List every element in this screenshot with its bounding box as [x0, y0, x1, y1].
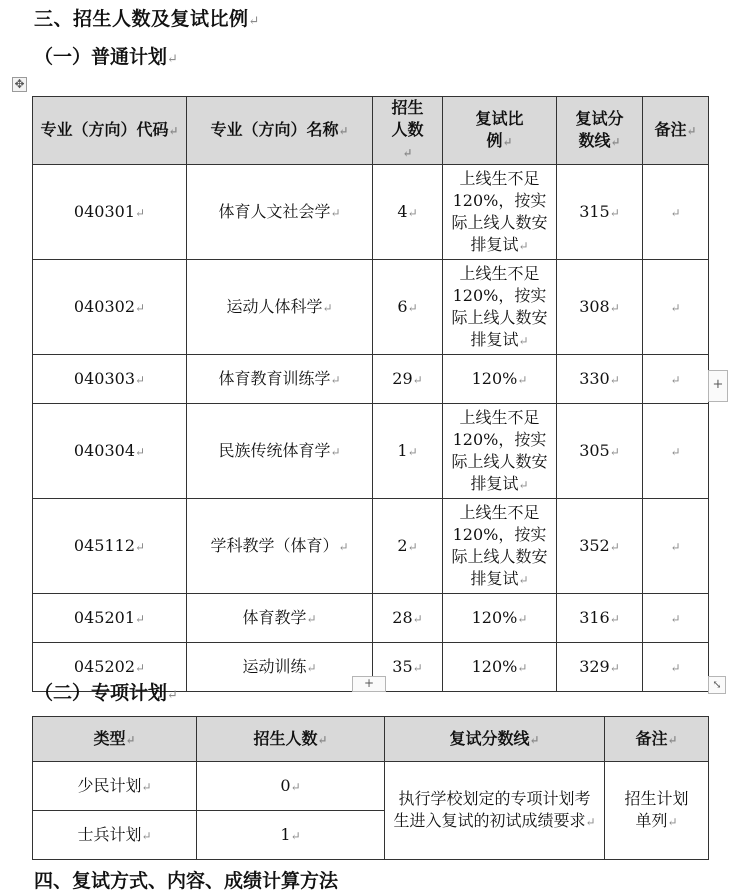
table-header-row	[33, 717, 709, 762]
cell-enroll: 0↵	[197, 762, 385, 811]
header-note: 备注↵	[643, 97, 709, 165]
cell-name: 学科教学（体育）↵	[187, 499, 373, 594]
cell-code: 040302↵	[33, 260, 187, 355]
table-row	[33, 594, 709, 643]
cell-enroll: 4↵	[373, 165, 443, 260]
cell-enroll: 1↵	[197, 811, 385, 860]
table-header-row	[33, 97, 709, 165]
table-row	[33, 165, 709, 260]
special-plan-table	[32, 716, 709, 860]
table-row	[33, 762, 709, 811]
header-type: 类型↵	[33, 717, 197, 762]
cell-code: 045202↵	[33, 643, 187, 692]
cell-score: 315↵	[557, 165, 643, 260]
cell-score: 316↵	[557, 594, 643, 643]
cell-ratio: 120%↵	[443, 594, 557, 643]
cell-score: 308↵	[557, 260, 643, 355]
section-title: 三、招生人数及复试比例↵	[34, 8, 260, 30]
cell-name: 运动人体科学↵	[187, 260, 373, 355]
general-plan-title: （一）普通计划↵	[34, 46, 178, 68]
cell-ratio: 上线生不足120%，按实际上线人数安排复试↵	[443, 404, 557, 499]
cell-score: 329↵	[557, 643, 643, 692]
cell-score: 330↵	[557, 355, 643, 404]
cell-note: ↵	[643, 404, 709, 499]
resize-icon[interactable]: ⤡	[708, 676, 726, 694]
cell-note: ↵	[643, 260, 709, 355]
add-column-icon[interactable]: +	[708, 370, 728, 402]
header-code: 专业（方向）代码↵	[33, 97, 187, 165]
cell-name: 体育教学↵	[187, 594, 373, 643]
cell-enroll: 28↵	[373, 594, 443, 643]
cell-code: 040304↵	[33, 404, 187, 499]
cell-enroll: 1↵	[373, 404, 443, 499]
cell-ratio: 120%↵	[443, 355, 557, 404]
cell-type: 少民计划↵	[33, 762, 197, 811]
cell-code: 040303↵	[33, 355, 187, 404]
cell-enroll: 35↵	[373, 643, 443, 692]
table-row	[33, 260, 709, 355]
cell-code: 045112↵	[33, 499, 187, 594]
cell-name: 体育人文社会学↵	[187, 165, 373, 260]
table-row	[33, 355, 709, 404]
cell-score: 305↵	[557, 404, 643, 499]
cell-note: ↵	[643, 165, 709, 260]
cell-note: ↵	[643, 499, 709, 594]
cell-ratio: 上线生不足120%，按实际上线人数安排复试↵	[443, 165, 557, 260]
special-plan-title: （二）专项计划↵	[34, 682, 178, 704]
cell-type: 士兵计划↵	[33, 811, 197, 860]
table-row	[33, 499, 709, 594]
cell-ratio: 上线生不足120%，按实际上线人数安排复试↵	[443, 499, 557, 594]
cell-note: ↵	[643, 594, 709, 643]
cell-code: 045201↵	[33, 594, 187, 643]
header-score: 复试分数线↵	[385, 717, 605, 762]
header-score: 复试分数线↵	[557, 97, 643, 165]
cell-code: 040301↵	[33, 165, 187, 260]
header-note: 备注↵	[605, 717, 709, 762]
cell-note: ↵	[643, 643, 709, 692]
move-icon[interactable]: ✥	[12, 77, 27, 92]
next-section-heading: 四、复试方式、内容、成绩计算方法	[34, 870, 339, 892]
cell-name: 运动训练↵	[187, 643, 373, 692]
cell-name: 民族传统体育学↵	[187, 404, 373, 499]
cell-ratio: 上线生不足120%，按实际上线人数安排复试↵	[443, 260, 557, 355]
header-ratio: 复试比例↵	[443, 97, 557, 165]
cell-score: 352↵	[557, 499, 643, 594]
header-name: 专业（方向）名称↵	[187, 97, 373, 165]
general-plan-table	[32, 96, 709, 692]
add-row-icon[interactable]: +	[352, 676, 386, 692]
cell-score-merged: 执行学校划定的专项计划考生进入复试的初试成绩要求↵	[385, 762, 605, 860]
header-enroll: 招生人数↵	[197, 717, 385, 762]
cell-note: ↵	[643, 355, 709, 404]
table-row	[33, 404, 709, 499]
cell-note-merged: 招生计划单列↵	[605, 762, 709, 860]
cell-enroll: 6↵	[373, 260, 443, 355]
cell-enroll: 29↵	[373, 355, 443, 404]
cell-ratio: 120%↵	[443, 643, 557, 692]
header-enroll: 招生人数↵	[373, 97, 443, 165]
cell-name: 体育教育训练学↵	[187, 355, 373, 404]
cell-enroll: 2↵	[373, 499, 443, 594]
